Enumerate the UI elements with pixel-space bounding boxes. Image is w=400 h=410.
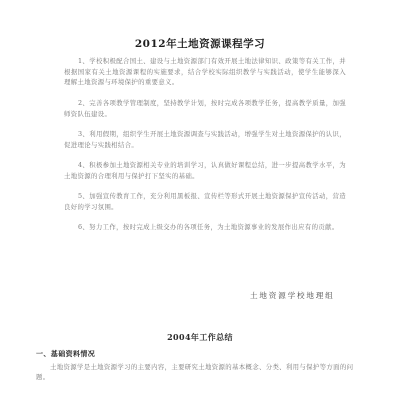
paragraph-3: 3、利用假期，组织学生开展土地资源调查与实践活动，增强学生对土地资源保护的认识，促进理论与实践相结合。 xyxy=(64,130,346,149)
paragraph-6: 6、努力工作，按时完成上级交办的各项任务，为土地资源事业的发展作出应有的贡献。 xyxy=(78,223,339,231)
paragraph-4: 4、积极参加土地资源相关专业的培训学习，认真做好课程总结，进一步提高教学水平，为土地资源的合理利用与保护打下坚实的基础。 xyxy=(64,161,346,180)
document-title: 2012年土地资源课程学习 xyxy=(134,38,266,50)
paragraph-2: 2、完善各项教学管理制度，坚持教学计划，按时完成各项教学任务，提高教学质量，加强师资队伍建设。 xyxy=(64,99,346,118)
second-title: 2004年工作总结 xyxy=(167,332,233,342)
paragraph-5: 5、加强宣传教育工作，充分利用黑板报、宣传栏等形式开展土地资源保护宣传活动，营造良好的学习氛围。 xyxy=(64,192,346,211)
section-paragraph: 土地资源学是土地资源学习的主要内容，主要研究土地资源的基本概念、分类、利用与保护等方面的问题。 xyxy=(36,363,354,381)
paragraph-1: 1、学校积极配合国土、建设与土地资源部门有效开展土地法律知识、政策等有关工作，并根据国家有关土地资源课程的实施要求，结合学校实际组织教学与实践活动，使学生能够深入理解土地资源与环境保护的重要意义。 xyxy=(64,57,346,86)
signature: 土地资源学校地理组 xyxy=(250,291,335,300)
section-heading: 一、基础资料情况 xyxy=(36,349,96,358)
